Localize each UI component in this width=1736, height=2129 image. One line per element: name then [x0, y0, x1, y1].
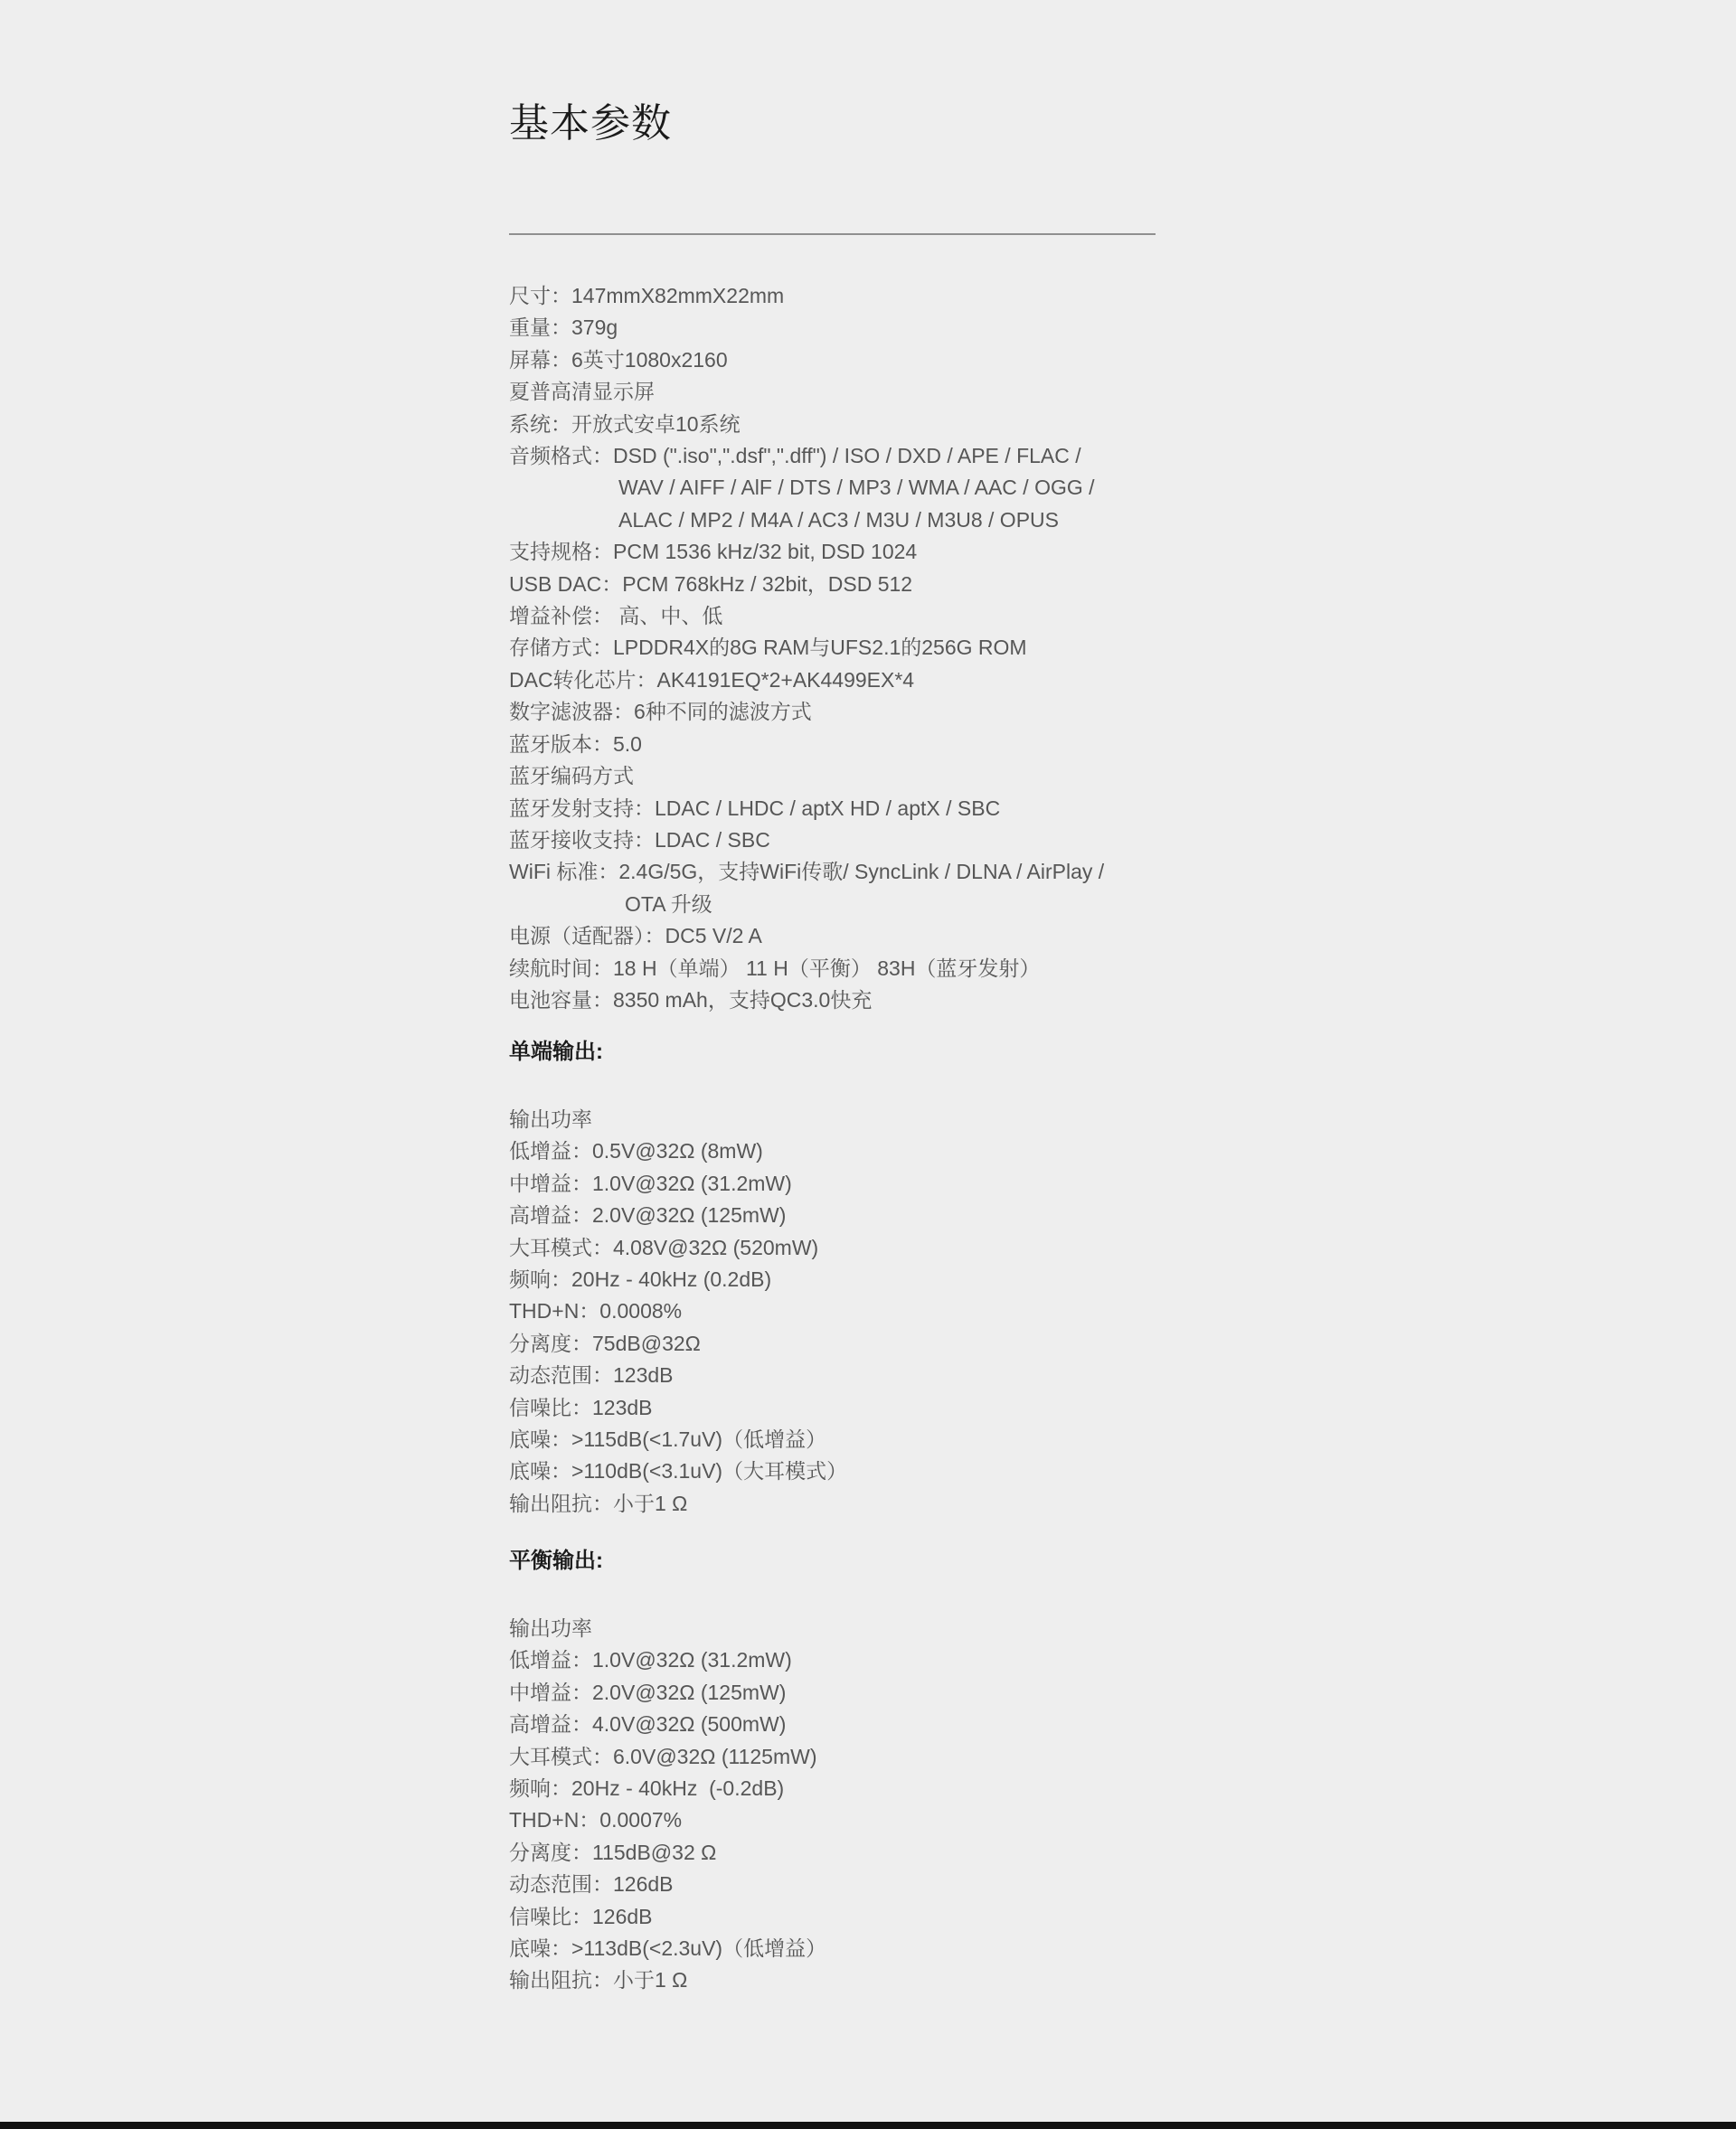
spec-line: 夏普高清显示屏 [509, 380, 655, 404]
section-heading-balanced-output: 平衡输出: [509, 1549, 603, 1573]
spec-line: 底噪：>115dB(<1.7uV)（低增益） [509, 1427, 827, 1452]
spec-line: 蓝牙发射支持：LDAC / LHDC / aptX HD / aptX / SBC [509, 796, 1001, 820]
spec-line: 支持规格：PCM 1536 kHz/32 bit, DSD 1024 [509, 540, 918, 564]
spec-line: 蓝牙接收支持：LDAC / SBC [509, 827, 770, 852]
spec-line: OTA 升级 [625, 891, 712, 916]
spec-line: 信噪比：123dB [509, 1395, 653, 1419]
spec-line: 输出功率 [509, 1107, 592, 1131]
spec-line: 频响：20Hz - 40kHz (-0.2dB) [509, 1776, 785, 1801]
footer-bar [0, 2122, 1736, 2129]
spec-line: 音频格式：DSD (".iso",".dsf",".dff") / ISO / DXD / APE / FLAC / [509, 444, 1081, 468]
spec-line: 存储方式：LPDDR4X的8G RAM与UFS2.1的256G ROM [509, 636, 1027, 660]
spec-line: ALAC / MP2 / M4A / AC3 / M3U / M3U8 / OPUS [618, 507, 1059, 532]
spec-line: USB DAC：PCM 768kHz / 32bit，DSD 512 [509, 571, 913, 596]
single-ended-output-spec-list [509, 1104, 1250, 1520]
spec-line: 尺寸：147mmX82mmX22mm [509, 284, 785, 307]
spec-line: 底噪：>113dB(<2.3uV)（低增益） [509, 1936, 827, 1961]
spec-line: 高增益：4.0V@32Ω (500mW) [509, 1712, 787, 1737]
spec-line: 续航时间：18 H（单端） 11 H（平衡） 83H（蓝牙发射） [509, 956, 1041, 980]
spec-line: 电源（适配器）：DC5 V/2 A [509, 924, 762, 948]
general-spec-list [509, 280, 1250, 1016]
spec-line: 数字滤波器：6种不同的滤波方式 [509, 700, 812, 724]
spec-line: THD+N：0.0008% [509, 1299, 683, 1324]
spec-line: 系统：开放式安卓10系统 [509, 411, 741, 436]
spec-line: DAC转化芯片：AK4191EQ*2+AK4499EX*4 [509, 667, 915, 692]
spec-line: 信噪比：126dB [509, 1904, 653, 1928]
title-divider [509, 233, 1156, 235]
spec-line: THD+N：0.0007% [509, 1808, 683, 1832]
balanced-output-spec-list [509, 1613, 1250, 1997]
page-title: 基本参数 [509, 101, 672, 146]
spec-line: 大耳模式：4.08V@32Ω (520mW) [509, 1235, 819, 1259]
section-heading-single-ended-output: 单端输出: [509, 1040, 603, 1064]
spec-line: 电池容量：8350 mAh，支持QC3.0快充 [509, 987, 873, 1012]
spec-line: 中增益：2.0V@32Ω (125mW) [509, 1680, 787, 1704]
spec-line: 蓝牙编码方式 [509, 764, 634, 788]
spec-line: 大耳模式：6.0V@32Ω (1125mW) [509, 1744, 817, 1768]
spec-line: 频响：20Hz - 40kHz (0.2dB) [509, 1267, 772, 1292]
spec-line: 动态范围：126dB [509, 1872, 674, 1897]
spec-line: 中增益：1.0V@32Ω (31.2mW) [509, 1171, 792, 1195]
spec-line: 屏幕：6英寸1080x2160 [509, 347, 728, 372]
spec-line: 重量：379g [509, 316, 618, 340]
spec-line: 低增益：1.0V@32Ω (31.2mW) [509, 1648, 792, 1672]
spec-line: 低增益：0.5V@32Ω (8mW) [509, 1139, 763, 1163]
spec-line: 动态范围：123dB [509, 1363, 674, 1388]
spec-line: 高增益：2.0V@32Ω (125mW) [509, 1203, 787, 1228]
spec-line: 底噪：>110dB(<3.1uV)（大耳模式） [509, 1459, 848, 1484]
spec-line: 蓝牙版本：5.0 [509, 731, 642, 756]
spec-line: 分离度：75dB@32Ω [509, 1331, 701, 1355]
spec-line: 输出阻抗：小于1 Ω [509, 1491, 688, 1515]
spec-line: 分离度：115dB@32 Ω [509, 1840, 717, 1864]
spec-line: 增益补偿： 高、中、低 [509, 604, 723, 628]
spec-line: WiFi 标准：2.4G/5G，支持WiFi传歌/ SyncLink / DLNA / AirPlay / [509, 860, 1105, 884]
spec-line: 输出功率 [509, 1616, 592, 1640]
spec-line: 输出阻抗：小于1 Ω [509, 1968, 688, 1992]
spec-line: WAV / AIFF / AlF / DTS / MP3 / WMA / AAC / OGG / [618, 476, 1095, 500]
